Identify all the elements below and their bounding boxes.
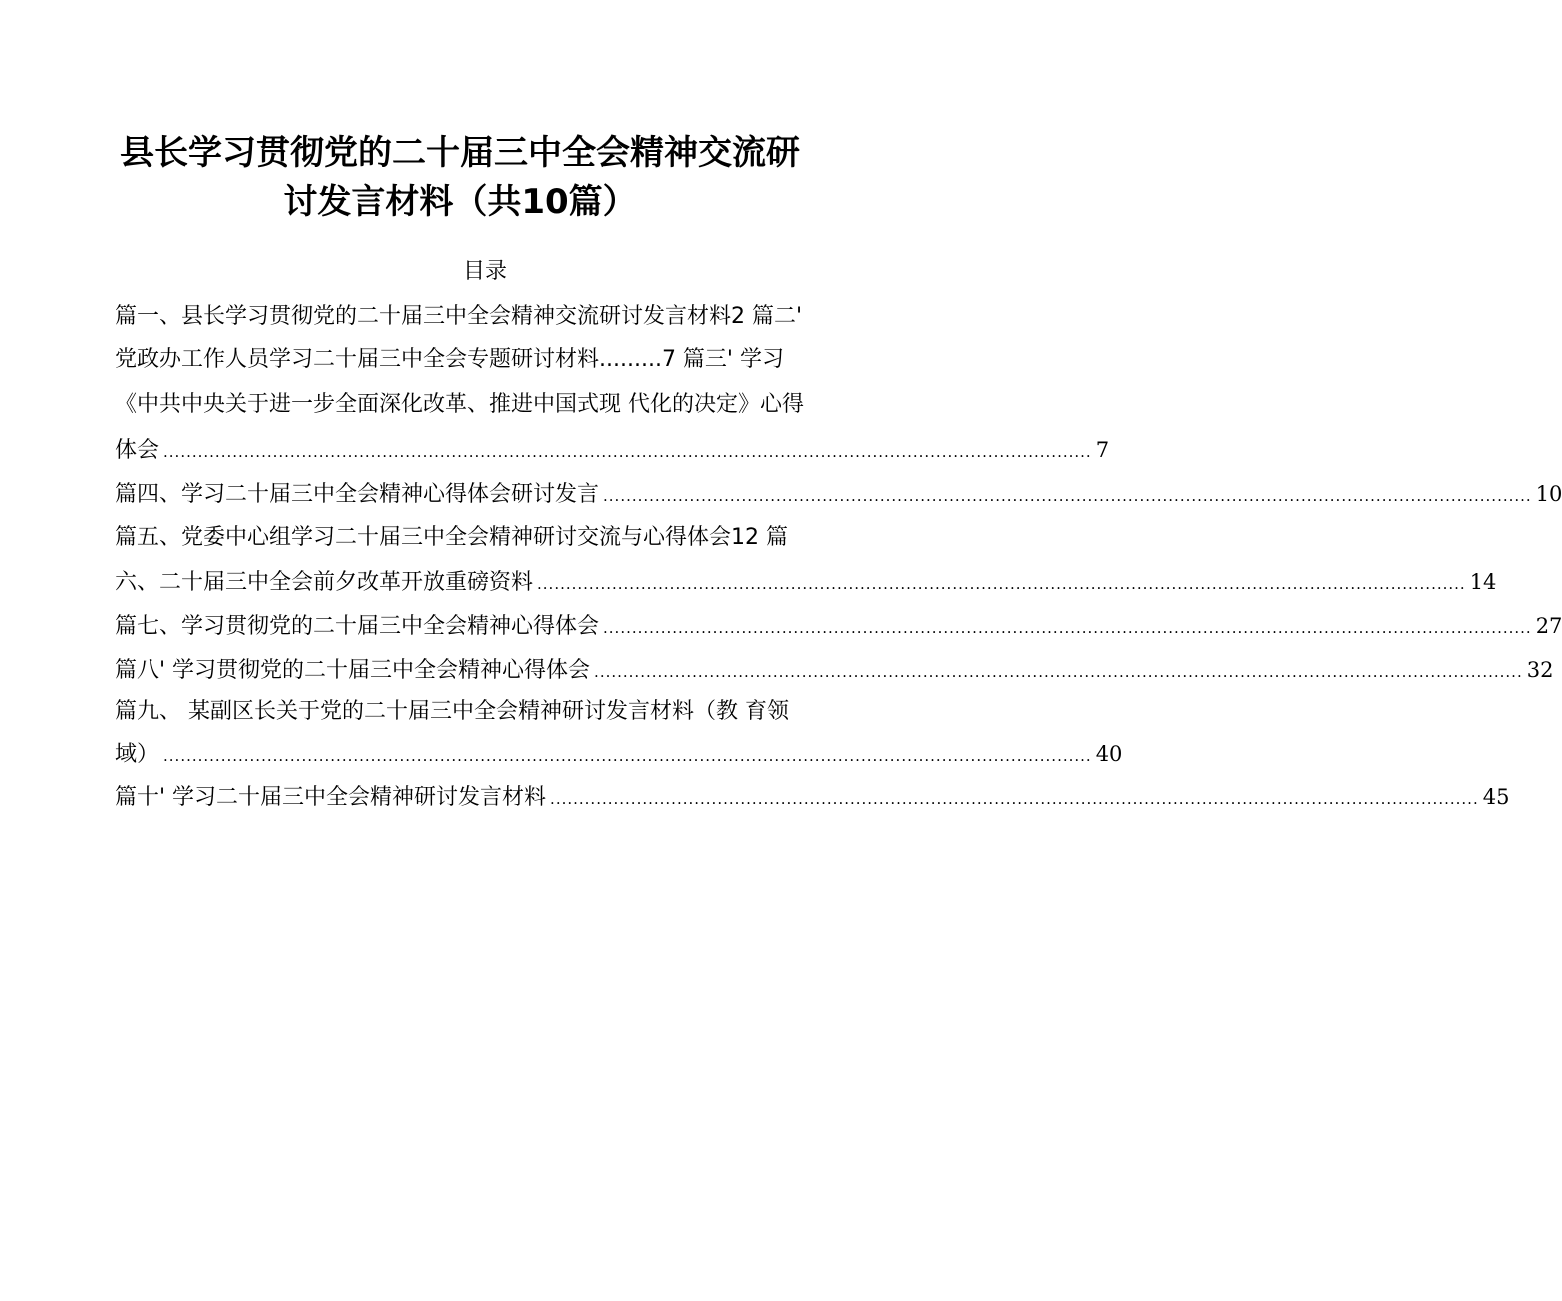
toc-entry-page: 32 bbox=[1526, 658, 1554, 682]
toc-entry[interactable] bbox=[115, 435, 1110, 467]
toc-leader-dots: ................................................................................................................................................................. bbox=[550, 790, 1479, 808]
toc-entry[interactable] bbox=[115, 782, 1510, 814]
toc-entry-page: 7 bbox=[1095, 438, 1110, 462]
toc-line[interactable]: 《中共中央关于进一步全面深化改革、推进中国式现 代化的决定》心得 bbox=[115, 392, 804, 417]
toc-leader-dots: ................................................................................................................................................................. bbox=[603, 487, 1532, 505]
toc-leader-dots: ................................................................................................................................................................. bbox=[594, 663, 1523, 681]
toc-entry[interactable] bbox=[115, 567, 1497, 599]
document-title-line-2: 讨发言材料（共10篇） bbox=[283, 182, 637, 222]
document-title-line-1: 县长学习贯彻党的二十届三中全会精神交流研 bbox=[120, 133, 800, 173]
toc-entry-title: 篇八' 学习贯彻党的二十届三中全会精神心得体会 bbox=[115, 658, 591, 683]
toc-entry[interactable] bbox=[115, 479, 1562, 511]
toc-leader-dots: ................................................................................................................................................................. bbox=[537, 575, 1466, 593]
toc-entry-page: 14 bbox=[1469, 570, 1497, 594]
toc-entry-title: 六、二十届三中全会前夕改革开放重磅资料 bbox=[115, 570, 534, 595]
toc-leader-dots: ................................................................................................................................................................. bbox=[163, 747, 1092, 765]
toc-entry-title: 体会 bbox=[115, 438, 160, 463]
toc-entry-page: 45 bbox=[1482, 785, 1510, 809]
toc-entry-title: 篇四、学习二十届三中全会精神心得体会研讨发言 bbox=[115, 482, 600, 507]
toc-entry-page: 40 bbox=[1095, 742, 1123, 766]
toc-entry[interactable] bbox=[115, 739, 1123, 771]
toc-entry-page: 27 bbox=[1535, 614, 1562, 638]
toc-entry[interactable] bbox=[115, 611, 1562, 643]
toc-entry-title: 域） bbox=[115, 742, 160, 767]
toc-line[interactable]: 篇九、 某副区长关于党的二十届三中全会精神研讨发言材料（教 育领 bbox=[115, 699, 789, 724]
toc-line[interactable]: 篇一、县长学习贯彻党的二十届三中全会精神交流研讨发言材料2 篇二' bbox=[115, 304, 803, 329]
toc-line[interactable]: 党政办工作人员学习二十届三中全会专题研讨材料.........7 篇三' 学习 bbox=[115, 347, 784, 372]
toc-entry-title: 篇七、学习贯彻党的二十届三中全会精神心得体会 bbox=[115, 614, 600, 639]
toc-entry-title: 篇十' 学习二十届三中全会精神研讨发言材料 bbox=[115, 785, 547, 810]
toc-entry-page: 10 bbox=[1535, 482, 1562, 506]
toc-leader-dots: ................................................................................................................................................................. bbox=[163, 443, 1092, 461]
toc-line[interactable]: 篇五、党委中心组学习二十届三中全会精神研讨交流与心得体会12 篇 bbox=[115, 525, 788, 550]
toc-leader-dots: ................................................................................................................................................................. bbox=[603, 619, 1532, 637]
toc-entry[interactable] bbox=[115, 655, 1554, 687]
toc-heading: 目录 bbox=[462, 259, 507, 284]
